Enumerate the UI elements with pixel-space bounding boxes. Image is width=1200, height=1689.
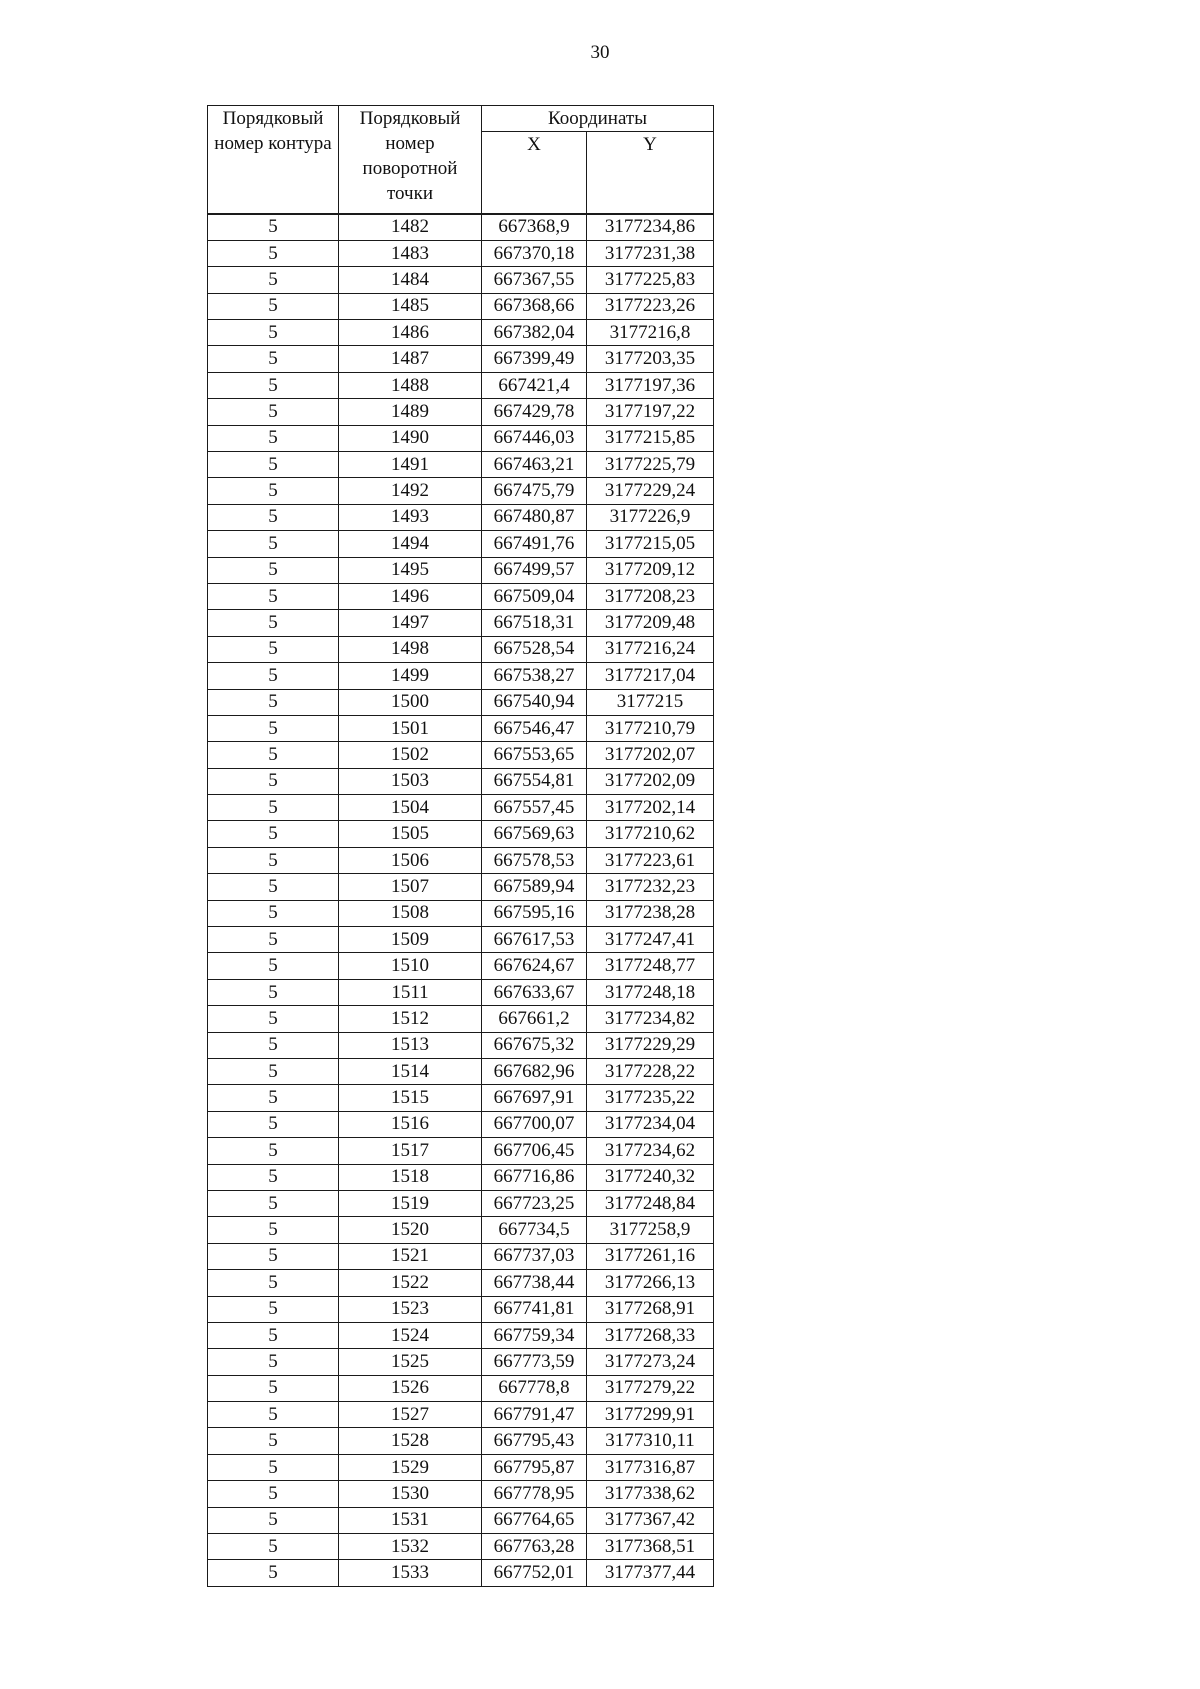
cell-point-number: 1510	[339, 953, 482, 979]
table-row	[208, 1111, 714, 1137]
cell-y: 3177234,04	[587, 1111, 714, 1137]
cell-x: 667370,18	[482, 240, 587, 266]
table-row	[208, 583, 714, 609]
cell-contour-number: 5	[208, 663, 339, 689]
cell-contour-number: 5	[208, 478, 339, 504]
table-row	[208, 1006, 714, 1032]
table-row	[208, 1322, 714, 1348]
table-row	[208, 927, 714, 953]
cell-point-number: 1519	[339, 1190, 482, 1216]
cell-point-number: 1521	[339, 1243, 482, 1269]
cell-contour-number: 5	[208, 399, 339, 425]
cell-x: 667554,81	[482, 768, 587, 794]
cell-x: 667795,43	[482, 1428, 587, 1454]
table-row	[208, 900, 714, 926]
cell-y: 3177266,13	[587, 1270, 714, 1296]
cell-y: 3177232,23	[587, 874, 714, 900]
cell-y: 3177316,87	[587, 1454, 714, 1480]
cell-x: 667553,65	[482, 742, 587, 768]
cell-x: 667697,91	[482, 1085, 587, 1111]
cell-x: 667624,67	[482, 953, 587, 979]
cell-point-number: 1483	[339, 240, 482, 266]
cell-point-number: 1499	[339, 663, 482, 689]
cell-point-number: 1522	[339, 1270, 482, 1296]
header-x: X	[482, 132, 587, 214]
cell-contour-number: 5	[208, 610, 339, 636]
cell-x: 667617,53	[482, 927, 587, 953]
cell-x: 667499,57	[482, 557, 587, 583]
cell-x: 667791,47	[482, 1402, 587, 1428]
cell-contour-number: 5	[208, 346, 339, 372]
table-row	[208, 847, 714, 873]
cell-contour-number: 5	[208, 874, 339, 900]
cell-x: 667475,79	[482, 478, 587, 504]
cell-x: 667759,34	[482, 1322, 587, 1348]
cell-contour-number: 5	[208, 1481, 339, 1507]
table-row	[208, 768, 714, 794]
cell-contour-number: 5	[208, 715, 339, 741]
cell-y: 3177248,84	[587, 1190, 714, 1216]
table-row	[208, 715, 714, 741]
cell-point-number: 1500	[339, 689, 482, 715]
table-row	[208, 214, 714, 241]
cell-y: 3177203,35	[587, 346, 714, 372]
cell-y: 3177225,83	[587, 267, 714, 293]
cell-point-number: 1487	[339, 346, 482, 372]
table-row	[208, 689, 714, 715]
cell-point-number: 1504	[339, 795, 482, 821]
table-row	[208, 1454, 714, 1480]
cell-x: 667738,44	[482, 1270, 587, 1296]
table-row	[208, 1349, 714, 1375]
cell-y: 3177248,18	[587, 979, 714, 1005]
cell-contour-number: 5	[208, 900, 339, 926]
table-row	[208, 795, 714, 821]
cell-point-number: 1498	[339, 636, 482, 662]
cell-point-number: 1507	[339, 874, 482, 900]
table-row	[208, 1375, 714, 1401]
table-row	[208, 504, 714, 530]
cell-x: 667773,59	[482, 1349, 587, 1375]
cell-x: 667595,16	[482, 900, 587, 926]
cell-point-number: 1502	[339, 742, 482, 768]
table-row	[208, 399, 714, 425]
table-row	[208, 979, 714, 1005]
cell-contour-number: 5	[208, 927, 339, 953]
table-row	[208, 1243, 714, 1269]
cell-x: 667518,31	[482, 610, 587, 636]
cell-y: 3177229,29	[587, 1032, 714, 1058]
cell-y: 3177229,24	[587, 478, 714, 504]
page-number: 30	[590, 42, 610, 63]
cell-contour-number: 5	[208, 1006, 339, 1032]
cell-y: 3177202,14	[587, 795, 714, 821]
cell-y: 3177209,48	[587, 610, 714, 636]
header-point-number: Порядковый номер поворотной точки	[339, 106, 482, 214]
cell-point-number: 1485	[339, 293, 482, 319]
cell-contour-number: 5	[208, 240, 339, 266]
cell-x: 667633,67	[482, 979, 587, 1005]
cell-contour-number: 5	[208, 979, 339, 1005]
cell-y: 3177273,24	[587, 1349, 714, 1375]
table-row	[208, 1296, 714, 1322]
cell-contour-number: 5	[208, 214, 339, 241]
cell-y: 3177268,91	[587, 1296, 714, 1322]
cell-y: 3177377,44	[587, 1560, 714, 1586]
cell-point-number: 1496	[339, 583, 482, 609]
cell-x: 667540,94	[482, 689, 587, 715]
cell-y: 3177223,26	[587, 293, 714, 319]
cell-y: 3177310,11	[587, 1428, 714, 1454]
table-row	[208, 346, 714, 372]
cell-y: 3177238,28	[587, 900, 714, 926]
cell-y: 3177240,32	[587, 1164, 714, 1190]
cell-x: 667421,4	[482, 372, 587, 398]
cell-point-number: 1482	[339, 214, 482, 241]
cell-contour-number: 5	[208, 1560, 339, 1586]
cell-point-number: 1530	[339, 1481, 482, 1507]
cell-x: 667675,32	[482, 1032, 587, 1058]
table-row	[208, 372, 714, 398]
cell-contour-number: 5	[208, 1270, 339, 1296]
cell-x: 667778,95	[482, 1481, 587, 1507]
cell-x: 667382,04	[482, 320, 587, 346]
cell-point-number: 1520	[339, 1217, 482, 1243]
table-row	[208, 742, 714, 768]
cell-y: 3177197,22	[587, 399, 714, 425]
cell-y: 3177215,85	[587, 425, 714, 451]
cell-contour-number: 5	[208, 847, 339, 873]
cell-y: 3177197,36	[587, 372, 714, 398]
cell-point-number: 1488	[339, 372, 482, 398]
cell-x: 667682,96	[482, 1059, 587, 1085]
table-row	[208, 1481, 714, 1507]
cell-x: 667399,49	[482, 346, 587, 372]
table-row	[208, 1217, 714, 1243]
table-row	[208, 531, 714, 557]
table-row	[208, 821, 714, 847]
table-row	[208, 1085, 714, 1111]
cell-x: 667557,45	[482, 795, 587, 821]
cell-y: 3177202,07	[587, 742, 714, 768]
cell-contour-number: 5	[208, 504, 339, 530]
cell-point-number: 1494	[339, 531, 482, 557]
cell-y: 3177231,38	[587, 240, 714, 266]
cell-point-number: 1529	[339, 1454, 482, 1480]
cell-contour-number: 5	[208, 452, 339, 478]
cell-contour-number: 5	[208, 1085, 339, 1111]
cell-y: 3177202,09	[587, 768, 714, 794]
cell-x: 667578,53	[482, 847, 587, 873]
cell-point-number: 1518	[339, 1164, 482, 1190]
cell-x: 667716,86	[482, 1164, 587, 1190]
cell-point-number: 1486	[339, 320, 482, 346]
cell-y: 3177210,79	[587, 715, 714, 741]
table-row	[208, 1402, 714, 1428]
cell-x: 667491,76	[482, 531, 587, 557]
cell-contour-number: 5	[208, 1138, 339, 1164]
cell-point-number: 1484	[339, 267, 482, 293]
cell-x: 667528,54	[482, 636, 587, 662]
cell-contour-number: 5	[208, 1507, 339, 1533]
cell-y: 3177248,77	[587, 953, 714, 979]
cell-y: 3177226,9	[587, 504, 714, 530]
cell-contour-number: 5	[208, 1032, 339, 1058]
cell-y: 3177208,23	[587, 583, 714, 609]
cell-contour-number: 5	[208, 689, 339, 715]
cell-contour-number: 5	[208, 425, 339, 451]
cell-contour-number: 5	[208, 1349, 339, 1375]
cell-contour-number: 5	[208, 953, 339, 979]
cell-x: 667706,45	[482, 1138, 587, 1164]
cell-point-number: 1512	[339, 1006, 482, 1032]
cell-contour-number: 5	[208, 583, 339, 609]
cell-y: 3177258,9	[587, 1217, 714, 1243]
table-row	[208, 636, 714, 662]
table-row	[208, 1428, 714, 1454]
cell-contour-number: 5	[208, 1296, 339, 1322]
cell-y: 3177215	[587, 689, 714, 715]
cell-x: 667763,28	[482, 1534, 587, 1560]
table-row	[208, 1534, 714, 1560]
cell-x: 667367,55	[482, 267, 587, 293]
cell-x: 667741,81	[482, 1296, 587, 1322]
cell-x: 667480,87	[482, 504, 587, 530]
cell-point-number: 1527	[339, 1402, 482, 1428]
header-contour-number: Порядковый номер контура	[208, 106, 339, 214]
cell-x: 667538,27	[482, 663, 587, 689]
cell-contour-number: 5	[208, 557, 339, 583]
cell-point-number: 1508	[339, 900, 482, 926]
cell-contour-number: 5	[208, 1534, 339, 1560]
cell-contour-number: 5	[208, 742, 339, 768]
cell-contour-number: 5	[208, 531, 339, 557]
cell-y: 3177228,22	[587, 1059, 714, 1085]
cell-contour-number: 5	[208, 1059, 339, 1085]
header-coordinates: Координаты	[482, 106, 714, 132]
table-row	[208, 610, 714, 636]
cell-y: 3177234,86	[587, 214, 714, 241]
cell-x: 667752,01	[482, 1560, 587, 1586]
table-row	[208, 452, 714, 478]
cell-x: 667368,9	[482, 214, 587, 241]
cell-y: 3177367,42	[587, 1507, 714, 1533]
cell-y: 3177209,12	[587, 557, 714, 583]
cell-point-number: 1492	[339, 478, 482, 504]
cell-y: 3177235,22	[587, 1085, 714, 1111]
cell-point-number: 1517	[339, 1138, 482, 1164]
cell-point-number: 1516	[339, 1111, 482, 1137]
cell-x: 667509,04	[482, 583, 587, 609]
cell-x: 667764,65	[482, 1507, 587, 1533]
cell-contour-number: 5	[208, 636, 339, 662]
table-row	[208, 267, 714, 293]
cell-contour-number: 5	[208, 795, 339, 821]
cell-point-number: 1491	[339, 452, 482, 478]
cell-point-number: 1532	[339, 1534, 482, 1560]
cell-x: 667446,03	[482, 425, 587, 451]
cell-x: 667546,47	[482, 715, 587, 741]
cell-y: 3177268,33	[587, 1322, 714, 1348]
table-row	[208, 293, 714, 319]
cell-point-number: 1505	[339, 821, 482, 847]
cell-point-number: 1495	[339, 557, 482, 583]
cell-contour-number: 5	[208, 821, 339, 847]
coordinates-table	[207, 105, 714, 1587]
table-row	[208, 1507, 714, 1533]
cell-x: 667778,8	[482, 1375, 587, 1401]
table-row	[208, 320, 714, 346]
cell-x: 667700,07	[482, 1111, 587, 1137]
table-row	[208, 478, 714, 504]
cell-x: 667723,25	[482, 1190, 587, 1216]
table-row	[208, 1059, 714, 1085]
table-row	[208, 1560, 714, 1586]
table-row	[208, 663, 714, 689]
cell-y: 3177215,05	[587, 531, 714, 557]
header-y: Y	[587, 132, 714, 214]
cell-point-number: 1511	[339, 979, 482, 1005]
cell-contour-number: 5	[208, 372, 339, 398]
cell-y: 3177299,91	[587, 1402, 714, 1428]
cell-point-number: 1525	[339, 1349, 482, 1375]
cell-point-number: 1513	[339, 1032, 482, 1058]
cell-contour-number: 5	[208, 1402, 339, 1428]
cell-x: 667661,2	[482, 1006, 587, 1032]
cell-y: 3177223,61	[587, 847, 714, 873]
table-row	[208, 240, 714, 266]
cell-x: 667734,5	[482, 1217, 587, 1243]
table-body	[208, 214, 714, 1587]
cell-x: 667589,94	[482, 874, 587, 900]
cell-y: 3177279,22	[587, 1375, 714, 1401]
cell-point-number: 1524	[339, 1322, 482, 1348]
cell-point-number: 1531	[339, 1507, 482, 1533]
cell-y: 3177338,62	[587, 1481, 714, 1507]
cell-y: 3177210,62	[587, 821, 714, 847]
cell-y: 3177368,51	[587, 1534, 714, 1560]
cell-point-number: 1503	[339, 768, 482, 794]
cell-contour-number: 5	[208, 1375, 339, 1401]
cell-point-number: 1528	[339, 1428, 482, 1454]
cell-point-number: 1501	[339, 715, 482, 741]
cell-point-number: 1489	[339, 399, 482, 425]
cell-contour-number: 5	[208, 1111, 339, 1137]
cell-point-number: 1523	[339, 1296, 482, 1322]
cell-contour-number: 5	[208, 768, 339, 794]
table-row	[208, 1032, 714, 1058]
cell-contour-number: 5	[208, 1243, 339, 1269]
cell-y: 3177234,82	[587, 1006, 714, 1032]
cell-point-number: 1515	[339, 1085, 482, 1111]
cell-contour-number: 5	[208, 1428, 339, 1454]
cell-point-number: 1490	[339, 425, 482, 451]
cell-y: 3177225,79	[587, 452, 714, 478]
cell-x: 667569,63	[482, 821, 587, 847]
cell-contour-number: 5	[208, 1217, 339, 1243]
cell-point-number: 1506	[339, 847, 482, 873]
cell-x: 667429,78	[482, 399, 587, 425]
cell-contour-number: 5	[208, 1454, 339, 1480]
cell-y: 3177234,62	[587, 1138, 714, 1164]
cell-contour-number: 5	[208, 267, 339, 293]
cell-y: 3177247,41	[587, 927, 714, 953]
cell-point-number: 1514	[339, 1059, 482, 1085]
cell-y: 3177261,16	[587, 1243, 714, 1269]
cell-x: 667463,21	[482, 452, 587, 478]
table-row	[208, 557, 714, 583]
table-row	[208, 1138, 714, 1164]
table-row	[208, 1164, 714, 1190]
table-header	[208, 106, 714, 214]
table-row	[208, 1270, 714, 1296]
table-row	[208, 425, 714, 451]
cell-contour-number: 5	[208, 1190, 339, 1216]
cell-contour-number: 5	[208, 1322, 339, 1348]
cell-point-number: 1526	[339, 1375, 482, 1401]
table-row	[208, 1190, 714, 1216]
table-row	[208, 874, 714, 900]
cell-point-number: 1509	[339, 927, 482, 953]
cell-x: 667368,66	[482, 293, 587, 319]
cell-y: 3177216,8	[587, 320, 714, 346]
cell-point-number: 1533	[339, 1560, 482, 1586]
table-row	[208, 953, 714, 979]
cell-contour-number: 5	[208, 320, 339, 346]
cell-point-number: 1497	[339, 610, 482, 636]
cell-y: 3177217,04	[587, 663, 714, 689]
cell-y: 3177216,24	[587, 636, 714, 662]
cell-x: 667795,87	[482, 1454, 587, 1480]
cell-contour-number: 5	[208, 293, 339, 319]
cell-contour-number: 5	[208, 1164, 339, 1190]
cell-point-number: 1493	[339, 504, 482, 530]
cell-x: 667737,03	[482, 1243, 587, 1269]
